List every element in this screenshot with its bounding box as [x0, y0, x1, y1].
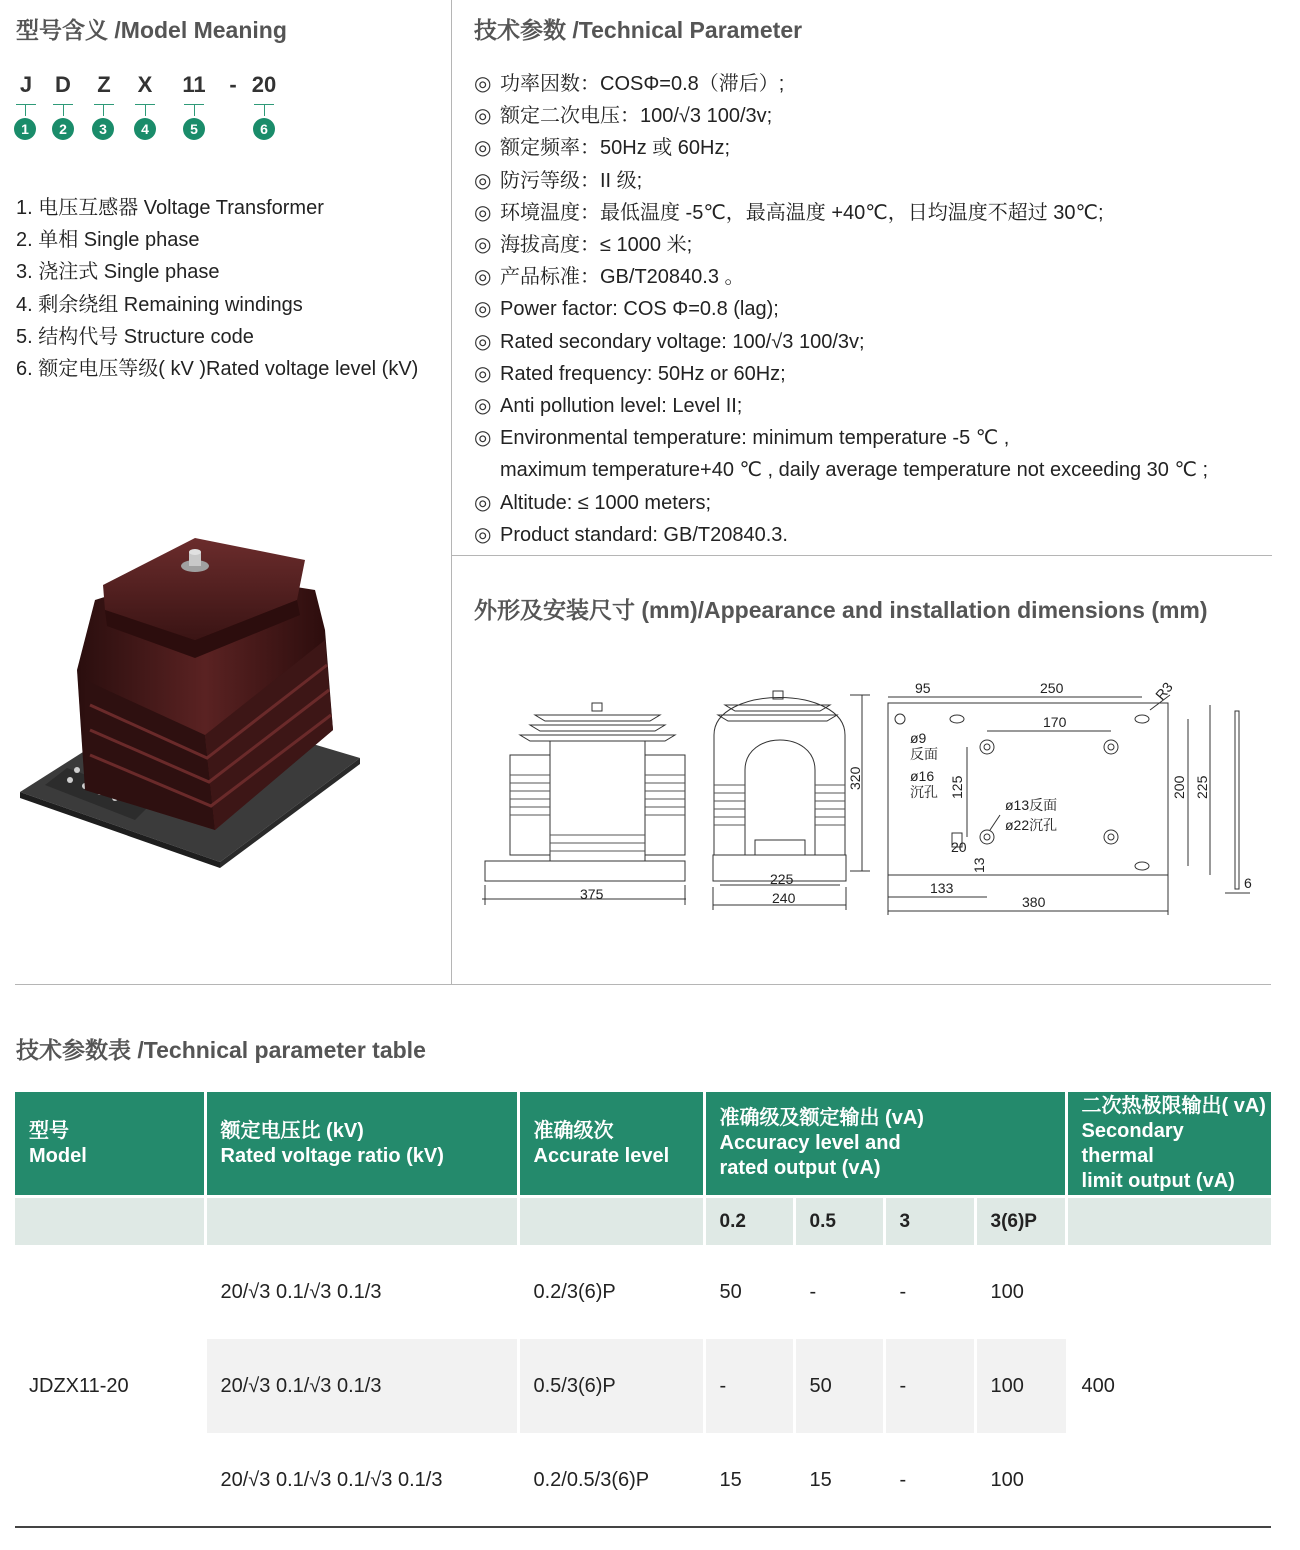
table-cell: 15 — [794, 1433, 884, 1527]
list-item: maximum temperature+40 ℃ , daily average temperature not exceeding 30 ℃ ; — [500, 459, 1209, 482]
bullet-icon: ◎ — [474, 362, 492, 385]
list-item: 3. 浇注式 Single phase — [16, 261, 220, 284]
subheader-cell: 3(6)P — [975, 1197, 1066, 1246]
technical-parameter-list — [474, 68, 1208, 551]
dim-20: 20 — [951, 839, 967, 855]
table-cell: 0.2/3(6)P — [518, 1245, 704, 1339]
code-number-badge: 1 — [14, 118, 36, 140]
table-heading: 技术参数表 /Technical parameter table — [16, 1037, 426, 1063]
list-item: ◎ Environmental temperature: minimum temperature -5 ℃ , — [474, 422, 1208, 454]
header-ratio: 额定电压比 (kV) Rated voltage ratio (kV) — [205, 1092, 518, 1197]
table-row — [15, 1245, 1271, 1339]
list-item: 4. 剩余绕组 Remaining windings — [16, 293, 303, 316]
list-item: ◎ Rated secondary voltage: 100/√3 100/3v; — [474, 326, 1208, 358]
dim-170: 170 — [1043, 714, 1067, 730]
code-number-badge: 6 — [253, 118, 275, 140]
dim-225: 225 — [770, 871, 794, 887]
subheader-cell: 3 — [884, 1197, 975, 1246]
code-letter: D — [55, 72, 71, 97]
dimensions-divider — [452, 555, 1272, 556]
technical-parameter-table — [15, 1092, 1271, 1527]
bullet-icon: ◎ — [474, 427, 492, 450]
subheader-cell: 0.5 — [794, 1197, 884, 1246]
table-subheader-row — [15, 1197, 1271, 1246]
label-back: 反面 — [910, 746, 938, 762]
code-letter: 20 — [251, 72, 277, 97]
code-number-badge: 4 — [134, 118, 156, 140]
table-cell: 20/√3 0.1/√3 0.1/3 — [205, 1245, 518, 1339]
code-letter: X — [137, 72, 153, 97]
front-view — [482, 703, 686, 905]
table-cell: 15 — [704, 1433, 794, 1527]
list-item: ◎ 防污等级：II 级; — [474, 165, 1208, 197]
bullet-icon: ◎ — [474, 395, 492, 418]
list-item: ◎ Altitude: ≤ 1000 meters; — [474, 487, 1208, 519]
model-meaning-heading: 型号含义 /Model Meaning — [16, 17, 287, 43]
header-thermal: 二次热极限输出( vA) Secondary thermal limit output (vA) — [1066, 1092, 1271, 1197]
table-cell: - — [884, 1245, 975, 1339]
dim-250: 250 — [1040, 680, 1064, 696]
bullet-icon: ◎ — [474, 330, 492, 353]
table-cell: 100 — [975, 1339, 1066, 1433]
list-item: ◎ Rated frequency: 50Hz or 60Hz; — [474, 358, 1208, 390]
bullet-icon: ◎ — [474, 137, 492, 160]
code-letter: 11 — [182, 72, 206, 97]
table-cell: 50 — [794, 1339, 884, 1433]
code-number-badge: 3 — [92, 118, 114, 140]
dim-125: 125 — [949, 775, 965, 799]
table-bottom-rule — [15, 1526, 1271, 1528]
list-item: ◎ 环境温度：最低温度 -5℃，最高温度 +40℃，日均温度不超过 30℃; — [474, 197, 1208, 229]
list-item: ◎ 产品标准：GB/T20840.3 。 — [474, 261, 1208, 293]
list-item: 6. 额定电压等级( kV )Rated voltage level (kV) — [16, 358, 419, 381]
table-cell: - — [794, 1245, 884, 1339]
dim-95: 95 — [915, 680, 931, 696]
bullet-icon: ◎ — [474, 73, 492, 95]
bullet-icon: ◎ — [474, 105, 492, 128]
table-cell: - — [704, 1339, 794, 1433]
dim-240: 240 — [772, 890, 796, 906]
table-cell: 0.5/3(6)P — [518, 1339, 704, 1433]
list-item: ◎ Anti pollution level: Level II; — [474, 390, 1208, 422]
list-item: ◎ 海拔高度：≤ 1000 米; — [474, 229, 1208, 261]
label-hole-22: ø22沉孔 — [1005, 817, 1058, 833]
dim-r3: R3 — [1152, 678, 1176, 703]
dim-200: 200 — [1171, 775, 1187, 799]
label-hole-9: ø9 — [910, 730, 927, 746]
dim-380: 380 — [1022, 894, 1046, 910]
dim-13: 13 — [971, 857, 987, 873]
label-hole-16: ø16 — [910, 768, 935, 784]
code-number-badge: 2 — [52, 118, 74, 140]
model-meaning-list — [16, 192, 418, 385]
bullet-icon: ◎ — [474, 201, 492, 224]
technical-parameter-heading: 技术参数 /Technical Parameter — [474, 17, 803, 43]
header-output: 准确级及额定输出 (vA) Accuracy level and rated output (vA) — [704, 1092, 1066, 1197]
thermal-cell: 400 — [1066, 1245, 1271, 1527]
list-item: ◎ 额定频率：50Hz 或 60Hz; — [474, 132, 1208, 164]
code-letter: - — [229, 72, 237, 97]
list-item: 2. 单相 Single phase — [16, 229, 200, 252]
dim-133: 133 — [930, 880, 954, 896]
label-hole-13: ø13反面 — [1005, 797, 1058, 813]
bullet-icon: ◎ — [474, 491, 492, 514]
table-cell: 100 — [990, 1468, 1024, 1491]
list-item: 1. 电压互感器 Voltage Transformer — [16, 197, 324, 219]
table-cell: 100 — [975, 1245, 1066, 1339]
bullet-icon: ◎ — [474, 298, 492, 321]
header-model: 型号 Model — [15, 1092, 205, 1197]
list-item: ◎ Product standard: GB/T20840.3. — [474, 519, 1208, 551]
section-divider — [15, 984, 1271, 985]
bullet-icon: ◎ — [474, 234, 492, 257]
dim-375: 375 — [580, 886, 604, 902]
list-item: ◎ 功率因数：COSΦ=0.8（滞后）; — [474, 68, 1208, 100]
table-cell: 20/√3 0.1/√3 0.1/√3 0.1/3 — [205, 1433, 518, 1527]
table-cell: 20/√3 0.1/√3 0.1/3 — [205, 1339, 518, 1433]
bullet-icon: ◎ — [474, 266, 492, 289]
dim-225-plan: 225 — [1194, 775, 1210, 799]
label-sink: 沉孔 — [910, 784, 938, 800]
bullet-icon: ◎ — [474, 169, 492, 192]
model-cell: JDZX11-20 — [15, 1245, 205, 1527]
header-level: 准确级次 Accurate level — [518, 1092, 704, 1197]
dim-320: 320 — [847, 766, 863, 790]
code-number-badge: 5 — [183, 118, 205, 140]
table-cell: 50 — [704, 1245, 794, 1339]
list-item: ◎ Power factor: COS Φ=0.8 (lag); — [474, 293, 1208, 325]
code-letter: Z — [97, 72, 111, 97]
list-item: 5. 结构代号 Structure code — [16, 325, 254, 348]
subheader-cell: 0.2 — [704, 1197, 794, 1246]
list-item: ◎ 额定二次电压：100/√3 100/3v; — [474, 100, 1208, 132]
code-letter: J — [19, 72, 33, 97]
bullet-icon: ◎ — [474, 523, 492, 546]
table-cell: - — [884, 1339, 975, 1433]
transformer-product-image — [15, 530, 365, 870]
dimension-drawing — [470, 675, 1270, 920]
table-cell: 0.2/0.5/3(6)P — [518, 1433, 704, 1527]
vertical-divider — [451, 0, 452, 984]
table-header-row — [15, 1092, 1271, 1197]
dimensions-heading: 外形及安装尺寸 (mm)/Appearance and installation dimensions (mm) — [474, 597, 1208, 623]
dim-6: 6 — [1244, 875, 1252, 891]
table-cell: - — [884, 1433, 975, 1527]
